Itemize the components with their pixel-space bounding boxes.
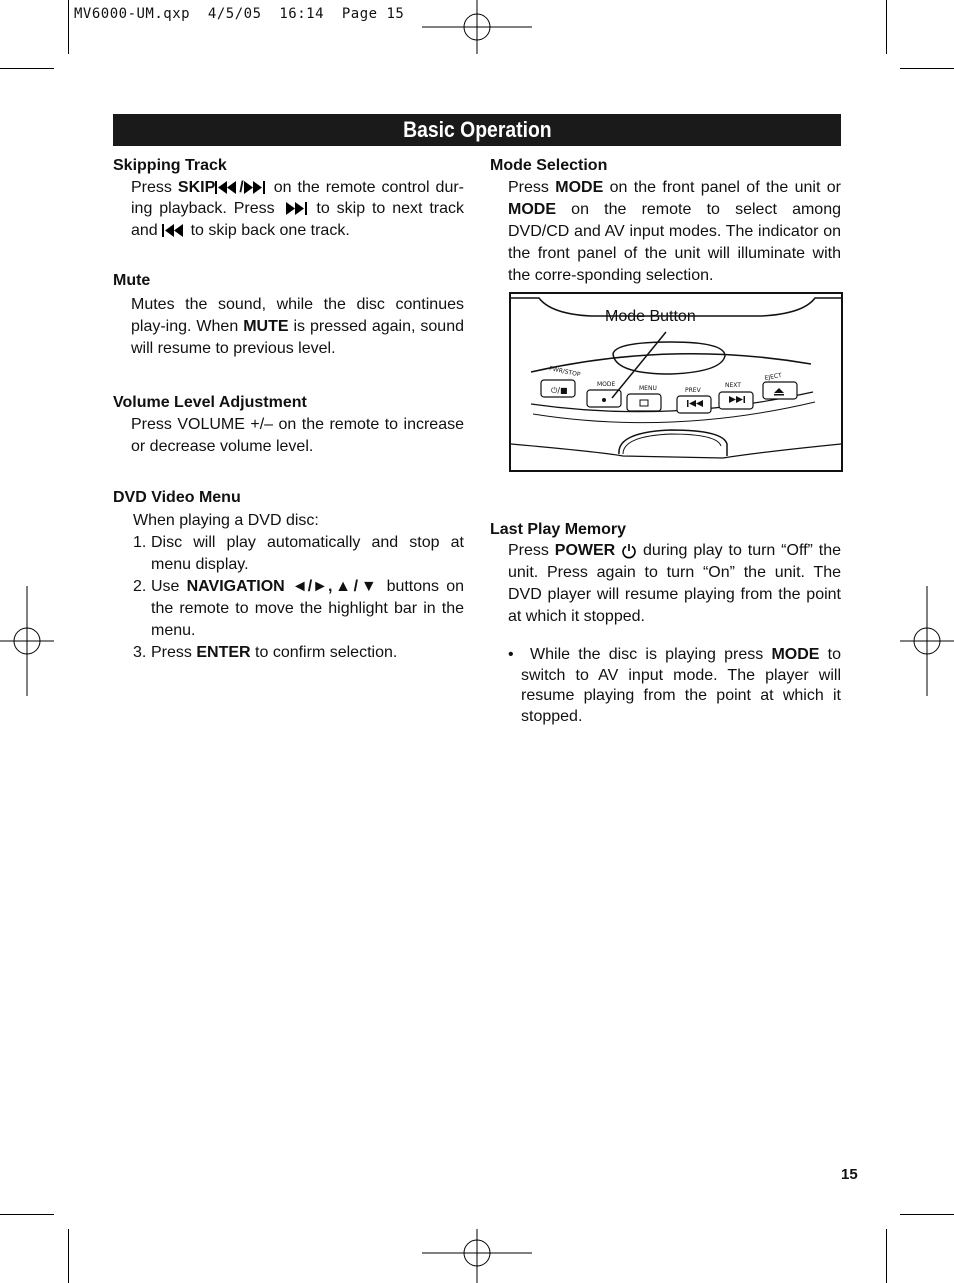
bullet-list (490, 645, 841, 727)
section-heading: Skipping Track (113, 157, 227, 174)
text: Use (151, 577, 187, 595)
keyword: MODE (771, 646, 820, 663)
crop-mark (0, 1214, 54, 1215)
power-icon (621, 543, 637, 559)
list-number: 2. (133, 577, 147, 595)
list-number: 1. (133, 533, 147, 551)
keyword: ENTER (196, 643, 251, 661)
registration-mark-left (0, 586, 54, 696)
text: Press (151, 643, 197, 661)
section-mode-selection (490, 155, 841, 287)
btn-label: PWR/STOP (548, 365, 581, 379)
list-item (133, 642, 464, 664)
keyword: MODE (555, 178, 604, 196)
crop-mark (68, 0, 69, 54)
list-item (133, 576, 464, 642)
keyword: MODE (508, 200, 556, 218)
section-volume (113, 392, 464, 459)
section-dvd-menu (113, 487, 464, 664)
text: to confirm selection. (250, 643, 398, 661)
figure-label: Mode Button (605, 308, 696, 325)
section-heading: Last Play Memory (490, 520, 627, 538)
section-mute (113, 270, 464, 360)
text: on the remote control dur-ing playback. Press (131, 178, 465, 217)
section-heading: Mute (113, 272, 151, 289)
text: Press (131, 178, 178, 196)
skip-forward-icon (244, 181, 268, 194)
registration-mark-top (422, 0, 532, 54)
svg-text:EJECT: EJECT (764, 372, 783, 382)
left-column (113, 155, 464, 664)
crop-mark (68, 1229, 69, 1283)
text: Disc will play automatically and stop at menu display. (151, 533, 464, 573)
numbered-list (113, 532, 464, 664)
page-title (113, 114, 841, 146)
page-number: 15 (841, 1166, 858, 1183)
svg-text:PREV: PREV (685, 387, 701, 394)
svg-text:⏻/■: ⏻/■ (551, 386, 568, 395)
registration-mark-bottom (422, 1229, 532, 1283)
crop-mark (900, 68, 954, 69)
section-heading: Mode Selection (490, 157, 608, 174)
registration-mark-right (900, 586, 954, 696)
section-heading: DVD Video Menu (113, 489, 241, 506)
svg-text:NEXT: NEXT (725, 382, 741, 389)
svg-text:MENU: MENU (639, 385, 657, 392)
keyword: NAVIGATION ◄/►,▲/▼ (186, 577, 380, 595)
list-number: 3. (133, 643, 147, 661)
text: to skip to next track and (131, 200, 465, 239)
section-body (113, 294, 464, 360)
section-body: Press VOLUME +/– on the remote to increase or decrease volume level. (131, 416, 464, 455)
section-heading: Volume Level Adjustment (113, 393, 307, 411)
text: buttons on the remote to move the highlight bar in the menu. (151, 577, 465, 639)
list-item (133, 532, 464, 576)
text: to switch to AV input mode. The player will resume playing from the point at which it stopped. (521, 646, 841, 725)
section-body (490, 177, 841, 287)
keyword: SKIP (177, 178, 216, 196)
page-title-text: Basic Operation (402, 117, 552, 142)
section-last-play (490, 519, 841, 728)
section-body (113, 177, 464, 242)
text: Mutes the sound, while the disc continues play-ing. When (131, 295, 464, 335)
text: on the remote to select among DVD/CD and AV input modes. The indicator on the front panel of the unit will illuminate with the corre-sponding selection. (508, 200, 841, 284)
text: on the front panel of the unit or (603, 178, 842, 196)
crop-mark (900, 1214, 954, 1215)
crop-mark (886, 1229, 887, 1283)
section-body (490, 540, 841, 628)
section-skipping-track (113, 155, 464, 241)
text: Press (508, 178, 556, 196)
text: during play to turn “Off” the unit. Press again to turn “On” the unit. The DVD player will resume playing from the point at which it stopped. (508, 542, 841, 625)
crop-mark (0, 68, 54, 69)
text: While the disc is playing press (530, 646, 772, 663)
section-intro: When playing a DVD disc: (133, 511, 319, 529)
skip-back-icon (215, 181, 239, 194)
skip-forward-icon (282, 202, 310, 215)
text: is pressed again, sound will resume to previous level. (131, 317, 464, 357)
skip-back-icon (162, 224, 186, 237)
text: to skip back one track. (186, 221, 350, 239)
svg-text:MODE: MODE (597, 381, 616, 388)
keyword: MUTE (243, 317, 289, 335)
front-panel-figure (509, 292, 843, 472)
bullet: • (508, 646, 514, 663)
keyword: POWER (554, 542, 616, 559)
text: Press (508, 542, 555, 559)
crop-mark (886, 0, 887, 54)
slash: / (239, 178, 244, 196)
file-slug: MV6000-UM.qxp 4/5/05 16:14 Page 15 (74, 6, 405, 22)
list-item (508, 645, 841, 727)
front-panel-illustration (511, 294, 841, 470)
